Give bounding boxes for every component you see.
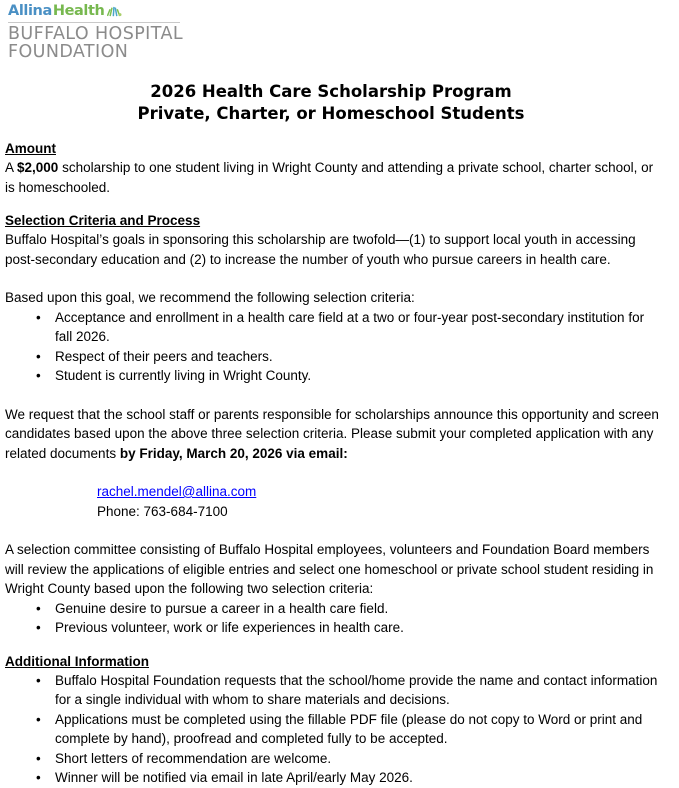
brand-word-allina: Allina [8,3,52,19]
list-item: • Previous volunteer, work or life experiences in health care. [5,618,665,638]
brand-word-health: Health [52,3,105,19]
document-title-line2: Private, Charter, or Homeschool Students [137,104,525,123]
list-item: • Respect of their peers and teachers. [5,347,665,367]
selection-heading-wrap [5,211,665,230]
foundation-name-line1: BUFFALO HOSPITAL [8,24,183,44]
logo-divider-rule [8,22,180,23]
organization-logo [8,0,183,62]
list-item: • Winner will be notified via email in late April/early May 2026. [5,768,665,788]
contact-email-link[interactable]: rachel.mendel@allina.com [97,484,257,499]
contact-phone: Phone: 763-684-7100 [97,503,228,519]
selection-heading: Selection Criteria and Process [5,213,201,228]
list-item: • Genuine desire to pursue a career in a health care field. [5,599,665,619]
additional-heading-wrap [5,652,665,671]
additional-information-heading: Additional Information [5,653,149,669]
amount-value: $2,000 [17,160,59,175]
document-title-line1: 2026 Health Care Scholarship Program [150,82,512,101]
selection-paragraph-1: Buffalo Hospital’s goals in sponsoring this scholarship are twofold—(1) to support local youth in accessing post-secondary education and (2) to increase the number of youth who pursue careers in health care. [5,232,636,267]
amount-text-after: scholarship to one student living in Wright County and attending a private school, charter school, or is homeschooled. [5,160,654,195]
committee-paragraph: A selection committee consisting of Buffalo Hospital employees, volunteers and Foundation Board members will review the applications of eligible entries and select one homeschool or private school student residing in Wright County based upon the following two selection criteria: [5,542,654,596]
selection-paragraph-2: Based upon this goal, we recommend the following selection criteria: [5,290,415,305]
document-title [5,81,665,125]
amount-paragraph [5,158,665,197]
allina-health-wordmark [8,4,180,19]
amount-section [5,139,665,197]
list-item: • Buffalo Hospital Foundation requests that the school/home provide the name and contact information for a single individual with whom to share materials and decisions. [5,671,665,710]
allina-tree-mark-icon [107,5,122,18]
amount-text-before: A [5,160,18,175]
committee-criteria-list [5,599,665,638]
submission-deadline: by Friday, March 20, 2026 via email: [119,445,348,461]
submission-request-paragraph [5,405,665,464]
list-item: • Student is currently living in Wright County. [5,366,665,386]
contact-block [5,482,665,521]
additional-information-list [5,671,665,788]
list-item: • Short letters of recommendation are welcome. [5,749,665,769]
selection-criteria-list [5,308,665,386]
additional-information-section [5,652,665,788]
selection-criteria-section [5,211,665,463]
foundation-name-line2: FOUNDATION [8,42,129,62]
amount-heading-wrap [5,139,665,158]
list-item: • Acceptance and enrollment in a health care field at a two or four-year post-secondary institution for fall 2026. [5,308,665,347]
list-item: • Applications must be completed using the fillable PDF file (please do not copy to Word or print and complete by hand), proofread and completed fully to be accepted. [5,710,665,749]
amount-heading: Amount [5,141,56,156]
selection-committee-section [5,540,665,638]
submission-request-text: We request that the school staff or parents responsible for scholarships announce this opportunity and screen candidates based upon the above three selection criteria. Please submit your completed application with any related documents [5,406,659,461]
